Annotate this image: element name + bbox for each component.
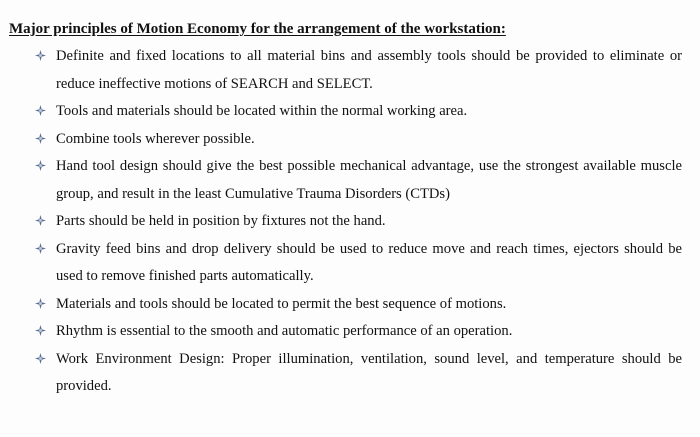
four-point-star-bullet-icon xyxy=(35,133,46,144)
four-point-star-bullet-icon xyxy=(35,325,46,336)
four-point-star-bullet-icon xyxy=(35,50,46,61)
four-point-star-bullet-icon xyxy=(35,105,46,116)
list-item xyxy=(9,346,682,401)
four-point-star-bullet-icon xyxy=(35,215,46,226)
list-item xyxy=(9,318,682,346)
list-item-text: Work Environment Design: Proper illumination, ventilation, sound level, and temperature should be provided. xyxy=(56,350,682,394)
four-point-star-bullet-icon xyxy=(35,298,46,309)
list-item xyxy=(9,153,682,208)
four-point-star-bullet-icon xyxy=(35,243,46,254)
four-point-star-bullet-icon xyxy=(35,353,46,364)
list-item xyxy=(9,208,682,236)
principles-list xyxy=(9,43,682,401)
list-item-text: Tools and materials should be located within the normal working area. xyxy=(56,103,468,119)
list-item-text: Definite and fixed locations to all material bins and assembly tools should be provided to eliminate or reduce ineffective motions of SEARCH and SELECT. xyxy=(56,48,682,92)
list-item xyxy=(9,126,682,154)
list-item-text: Rhythm is essential to the smooth and automatic performance of an operation. xyxy=(56,323,513,339)
four-point-star-bullet-icon xyxy=(35,160,46,171)
list-item-text: Combine tools wherever possible. xyxy=(56,130,255,147)
section-heading: Major principles of Motion Economy for the arrangement of the workstation: xyxy=(9,21,506,37)
list-item-text: Parts should be held in position by fixtures not the hand. xyxy=(56,213,386,229)
list-item-text: Hand tool design should give the best possible mechanical advantage, use the strongest available muscle group, and result in the least Cumulative Trauma Disorders (CTDs) xyxy=(56,158,682,202)
list-item-text: Gravity feed bins and drop delivery should be used to reduce move and reach times, ejectors should be used to remove finished parts automatically. xyxy=(56,240,682,284)
list-item xyxy=(9,291,682,319)
list-item xyxy=(9,98,682,126)
list-item-text: Materials and tools should be located to permit the best sequence of motions. xyxy=(56,295,507,312)
list-item xyxy=(9,236,682,291)
list-item xyxy=(9,43,682,98)
